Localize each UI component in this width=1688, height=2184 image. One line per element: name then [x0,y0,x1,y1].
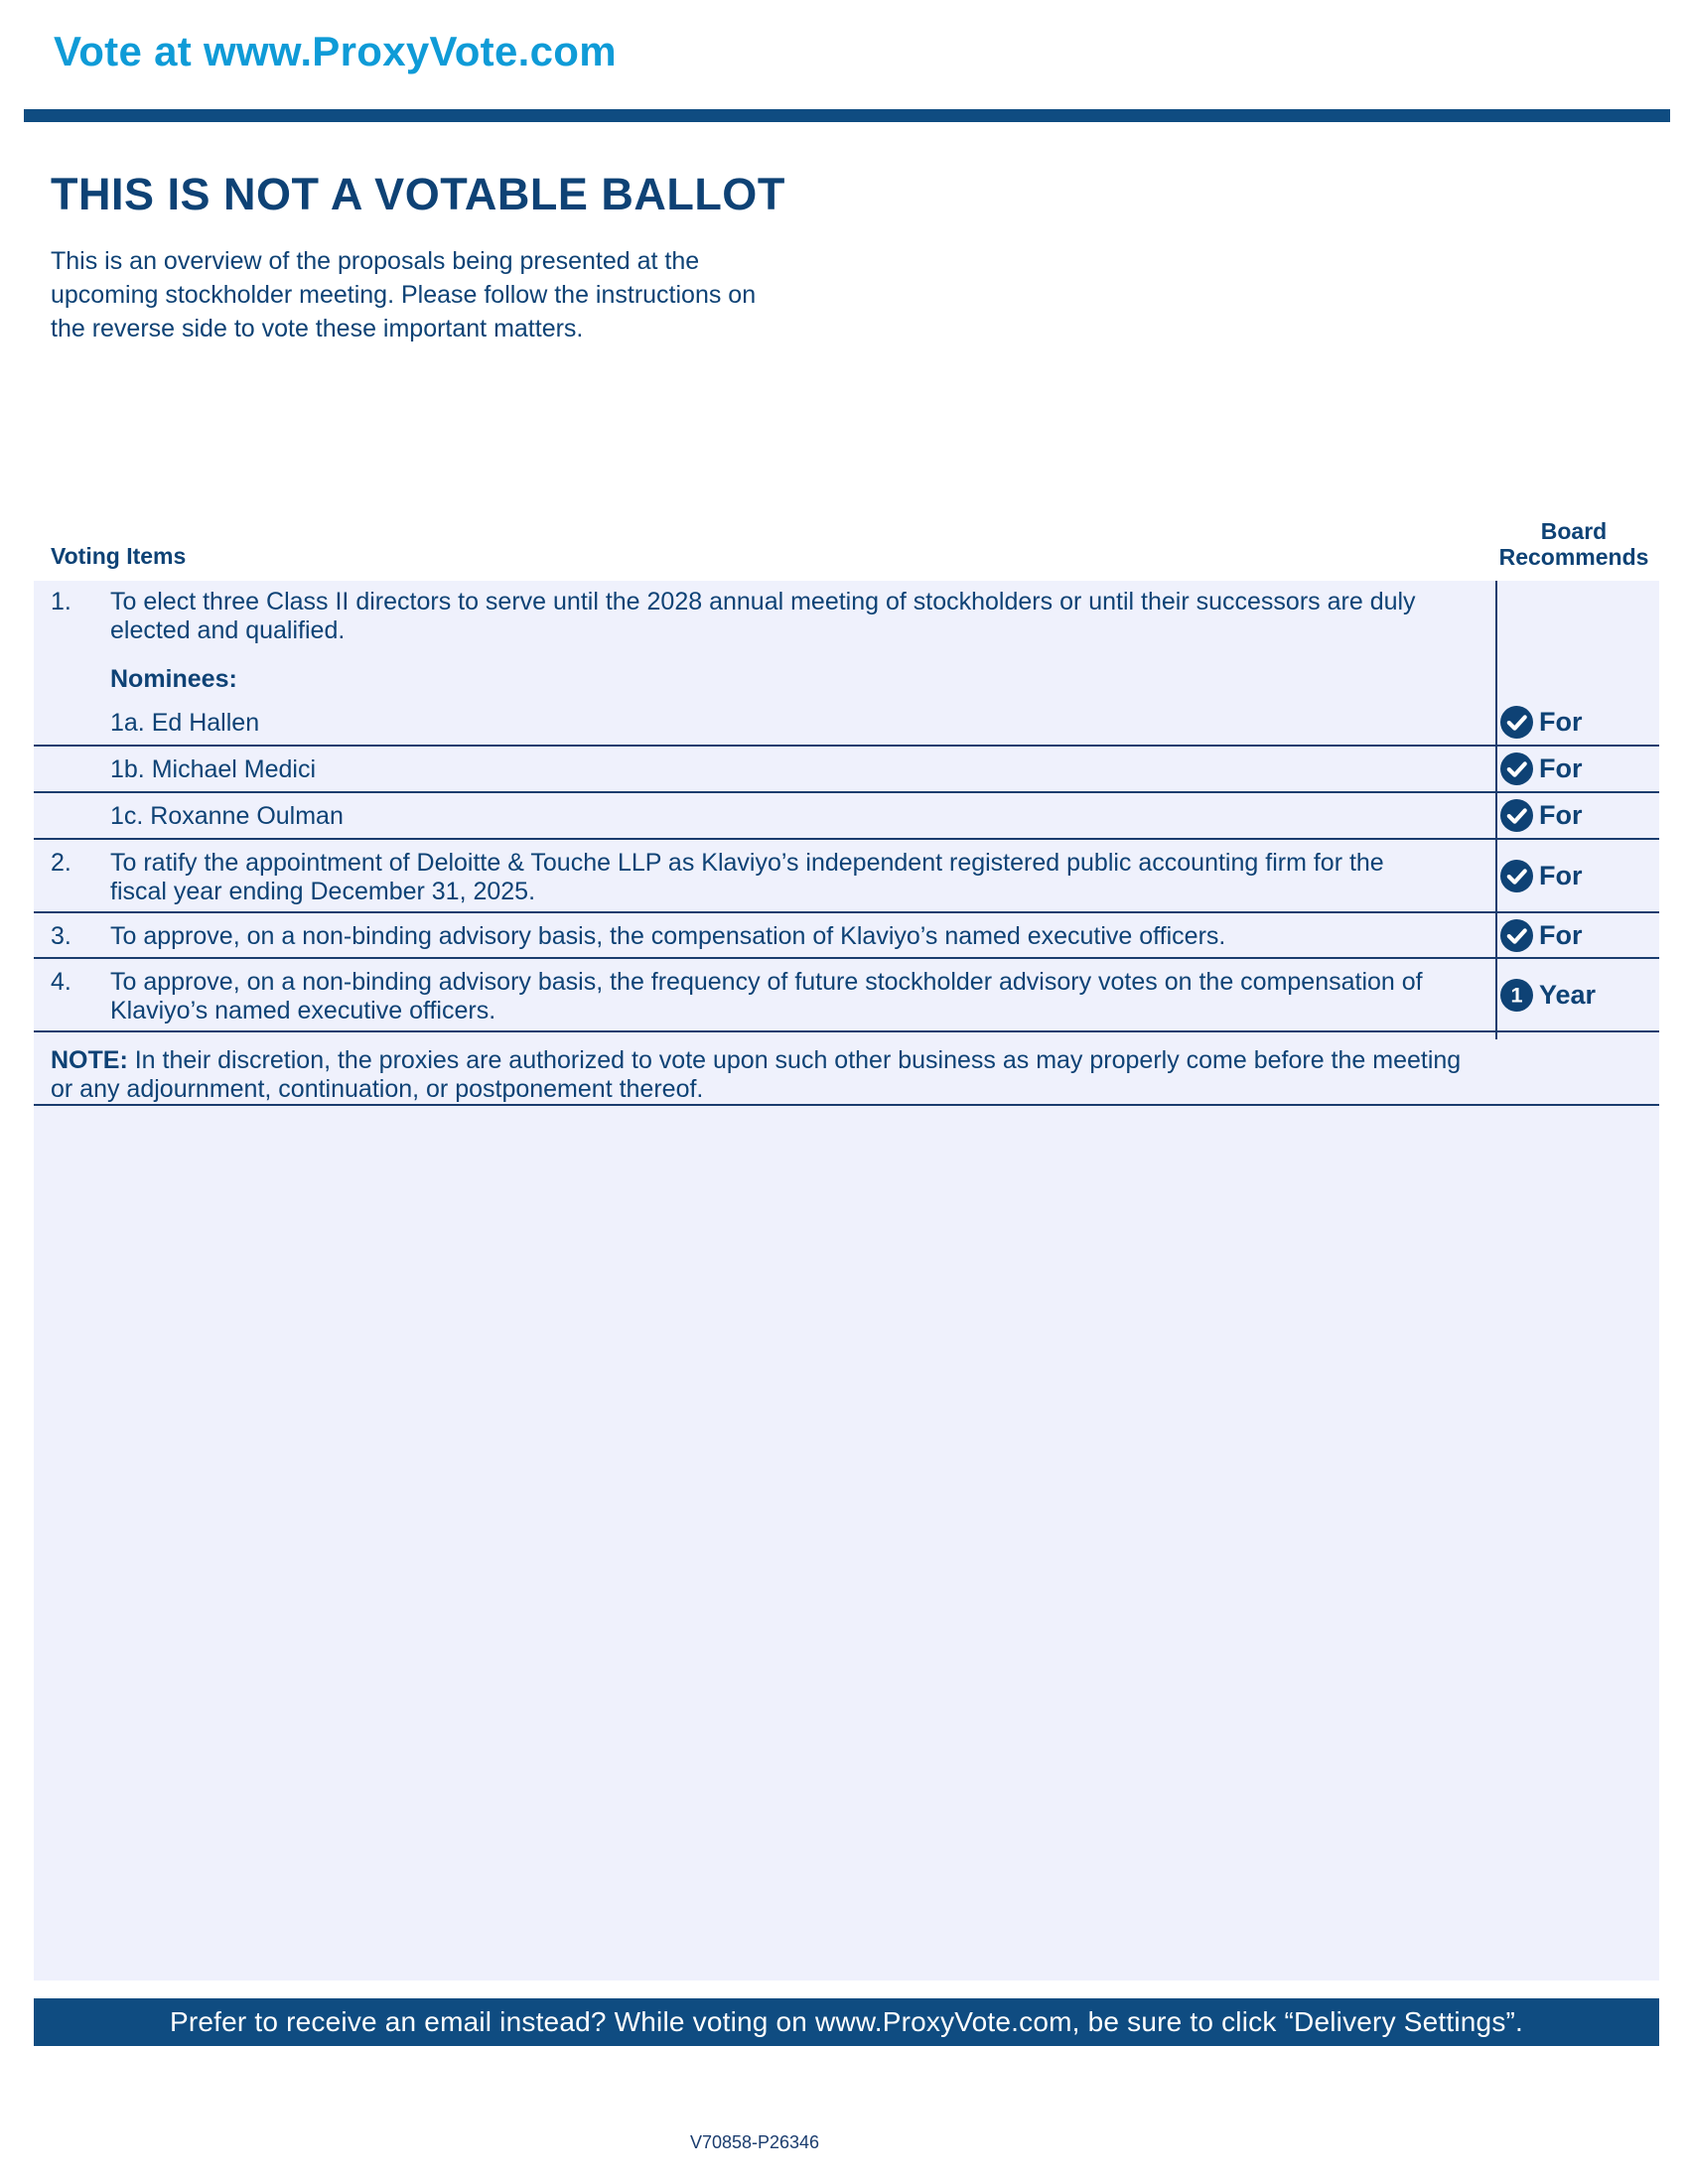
note-paragraph [51,1046,1482,1104]
check-circle-icon [1500,860,1533,892]
note-label: NOTE: [51,1046,128,1074]
intro-line: upcoming stockholder meeting. Please follow the instructions on [51,281,757,309]
check-circle-icon [1500,706,1533,739]
banner-text: Prefer to receive an email instead? While voting on www.ProxyVote.com, be sure to click “Delivery Settings”. [169,2006,1524,2037]
item-description [110,849,1482,906]
check-circle-icon [1500,752,1533,785]
item-number: 4. [51,968,71,996]
recommendation-1b [1500,752,1583,785]
item-number: 1. [51,588,71,615]
recommendation-label: For [1539,753,1583,783]
recommendation-label: For [1539,707,1583,737]
item-number: 3. [51,922,71,950]
vote-url-heading: Vote at www.ProxyVote.com [54,28,617,74]
recommendation-3 [1500,919,1583,952]
row-divider [34,957,1659,959]
item-description [110,968,1482,1025]
top-divider [24,109,1670,122]
row-divider [34,911,1659,913]
recommendation-2 [1500,860,1583,892]
recommendation-label: For [1539,920,1583,950]
recommendation-label: For [1539,800,1583,830]
voting-items-header: Voting Items [51,543,187,569]
item-number: 2. [51,849,71,877]
check-circle-icon [1500,799,1533,832]
intro-line: the reverse side to vote these important matters. [51,315,584,342]
item-text-line: elected and qualified. [110,616,346,644]
item-text-line: To ratify the appointment of Deloitte & Touche LLP as Klaviyo’s independent registered public accounting firm for the [110,849,1384,877]
nominee-1c: 1c. Roxanne Oulman [110,802,344,830]
icon-digit: 1 [1510,982,1523,1008]
document-code: V70858-P26346 [689,2132,820,2152]
row-divider [34,1030,1659,1032]
board-header-line1: Board [1540,518,1608,544]
row-divider [34,745,1659,747]
column-divider [1495,581,1497,1039]
row-divider [34,838,1659,840]
nominee-1a: 1a. Ed Hallen [110,709,260,737]
recommendation-1a [1500,706,1583,739]
nominees-label: Nominees: [110,665,237,693]
intro-paragraph [51,244,845,345]
note-text: In their discretion, the proxies are authorized to vote upon such other business as may properly come before the meeting or any adjournment, continuation, or postponement thereof. [51,1046,1462,1103]
recommendation-1c [1500,799,1583,832]
item-text-line: fiscal year ending December 31, 2025. [110,878,536,905]
item-description: To approve, on a non-binding advisory basis, the compensation of Klaviyo’s named executive officers. [110,922,1226,950]
item-text-line: To approve, on a non-binding advisory basis, the frequency of future stockholder advisory votes on the compensation of [110,968,1423,996]
board-header-line2: Recommends [1498,544,1649,570]
number-one-circle-icon [1500,979,1533,1012]
item-description [110,588,1482,645]
delivery-settings-banner [34,1998,1659,2046]
page-title: THIS IS NOT A VOTABLE BALLOT [51,169,785,219]
recommendation-label: For [1539,861,1583,890]
row-divider [34,791,1659,793]
nominee-1b: 1b. Michael Medici [110,755,317,783]
item-text-line: To elect three Class II directors to serve until the 2028 annual meeting of stockholders or until their successors are duly [110,588,1416,615]
recommendation-label: Year [1539,980,1597,1010]
intro-line: This is an overview of the proposals being presented at the [51,247,700,275]
board-recommends-header [1489,518,1658,570]
row-divider [34,1104,1659,1106]
item-text-line: Klaviyo’s named executive officers. [110,997,496,1024]
check-circle-icon [1500,919,1533,952]
recommendation-4 [1500,979,1596,1012]
